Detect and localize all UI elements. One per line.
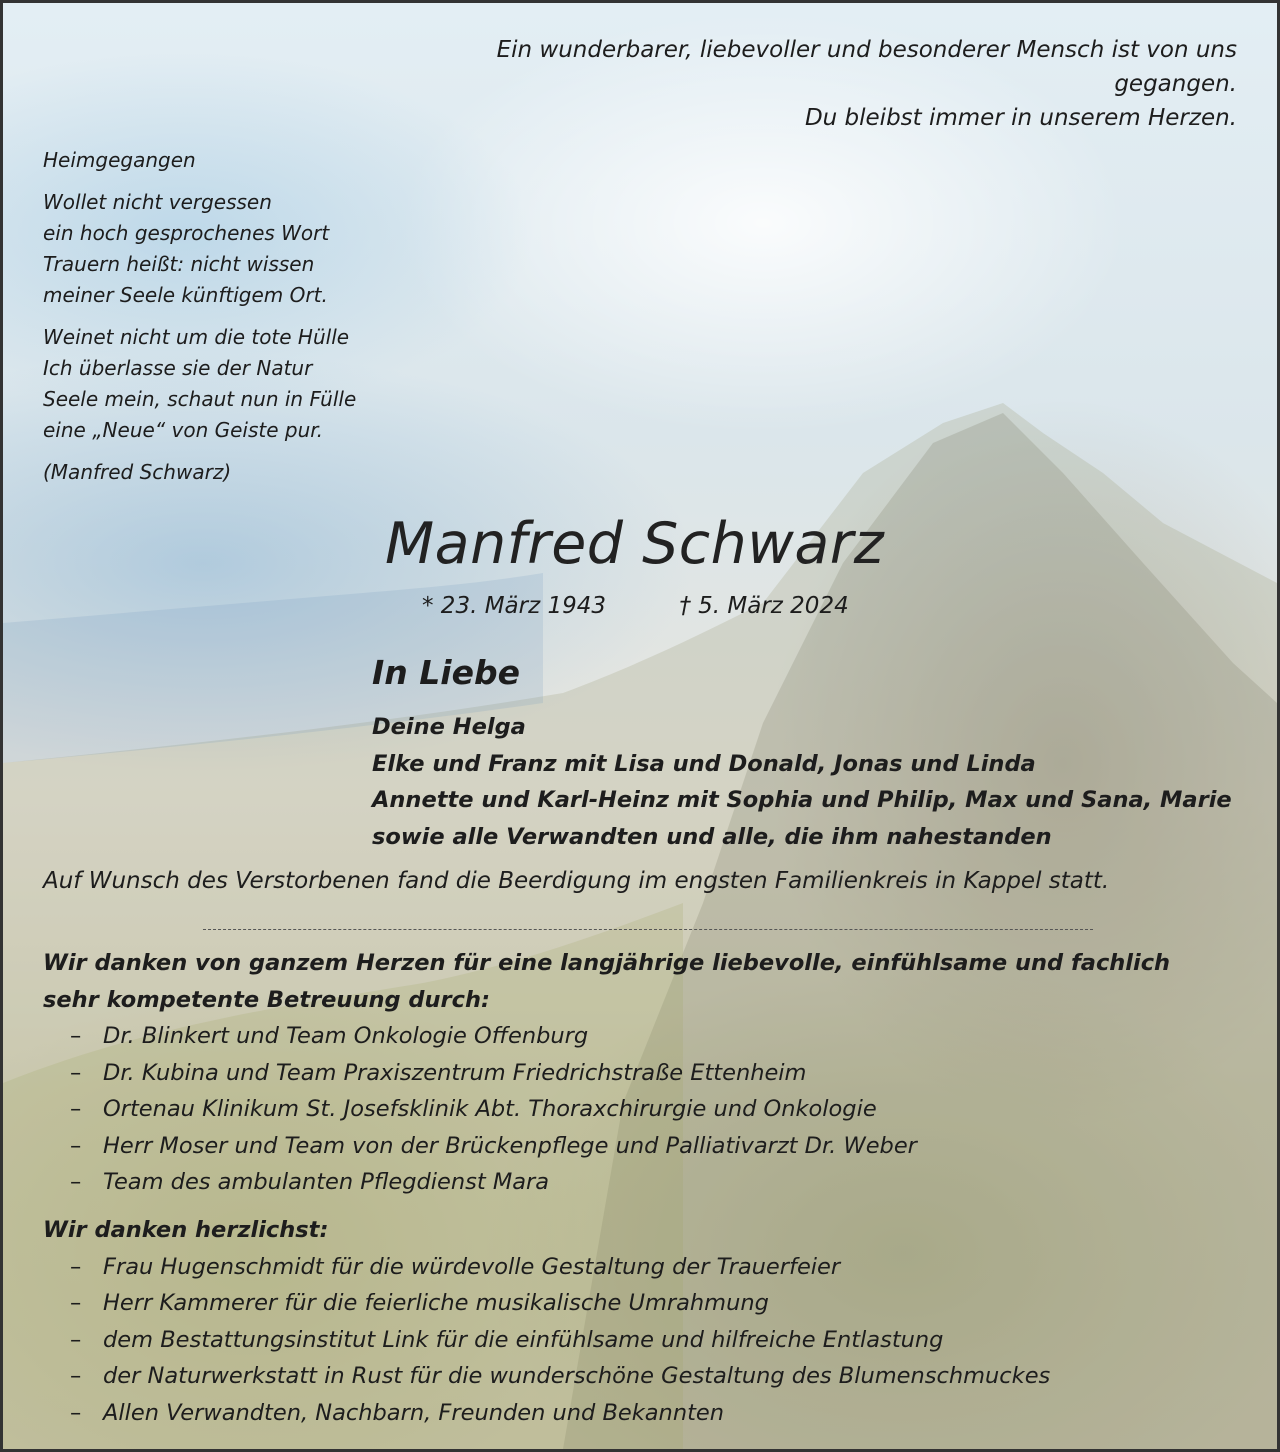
list-item: – Allen Verwandten, Nachbarn, Freunden und Bekannten	[43, 1395, 1243, 1432]
list-item: – Team des ambulanten Pflegdienst Mara	[43, 1164, 1243, 1201]
care-providers-list	[43, 1018, 1243, 1201]
poem-line: Wollet nicht vergessen	[43, 190, 272, 214]
poem-line: Ich überlasse sie der Natur	[43, 356, 313, 380]
quote-line: Ein wunderbarer, liebevoller und besonderer Mensch ist von uns	[496, 37, 1237, 63]
poem-stanza-2	[43, 322, 403, 446]
poem-title: Heimgegangen	[43, 148, 196, 172]
deceased-name: Manfred Schwarz	[385, 511, 885, 577]
heading-line: sehr kompetente Betreuung durch:	[43, 986, 491, 1013]
life-dates	[422, 593, 849, 619]
mourner-line: Deine Helga	[372, 714, 526, 740]
thanks-general-section	[43, 1212, 1243, 1431]
list-item: – Frau Hugenschmidt für die würdevolle Gestaltung der Trauerfeier	[43, 1249, 1243, 1286]
opening-quote	[417, 33, 1237, 135]
burial-note: Auf Wunsch des Verstorbenen fand die Beerdigung im engsten Familienkreis in Kappel statt.	[43, 868, 1110, 894]
poem-line: Weinet nicht um die tote Hülle	[43, 325, 350, 349]
list-item: – Herr Kammerer für die feierliche musikalische Umrahmung	[43, 1285, 1243, 1322]
quote-line: gegangen.	[1114, 71, 1237, 97]
death-date: † 5. März 2024	[679, 593, 849, 619]
mourner-line: Annette und Karl-Heinz mit Sophia und Philip, Max und Sana, Marie	[372, 787, 1232, 813]
poem-line: Trauern heißt: nicht wissen	[43, 252, 315, 276]
thanks-list	[43, 1249, 1243, 1432]
list-item: – Ortenau Klinikum St. Josefsklinik Abt. Thoraxchirurgie und Onkologie	[43, 1091, 1243, 1128]
thanks-care-section	[43, 945, 1243, 1201]
list-item: – Herr Moser und Team von der Brückenpflege und Palliativarzt Dr. Weber	[43, 1128, 1243, 1165]
poem-line: eine „Neue“ von Geiste pur.	[43, 418, 324, 442]
thanks-general-heading: Wir danken herzlichst:	[43, 1217, 329, 1243]
poem	[43, 145, 403, 488]
poem-line: Seele mein, schaut nun in Fülle	[43, 387, 357, 411]
thanks-care-heading	[43, 945, 1243, 1018]
list-item: – Dr. Kubina und Team Praxiszentrum Friedrichstraße Ettenheim	[43, 1055, 1243, 1092]
mourner-line: sowie alle Verwandten und alle, die ihm nahestanden	[372, 823, 1052, 850]
quote-line: Du bleibst immer in unserem Herzen.	[804, 105, 1237, 131]
dashed-divider	[203, 929, 1093, 930]
birth-date: * 23. März 1943	[422, 593, 607, 619]
mourner-line: Elke und Franz mit Lisa und Donald, Jonas und Linda	[372, 750, 1036, 777]
heading-line: Wir danken von ganzem Herzen für eine langjährige liebevolle, einfühlsame und fachlich	[43, 950, 1171, 976]
poem-stanza-1	[43, 187, 403, 311]
poem-line: meiner Seele künftigem Ort.	[43, 283, 328, 307]
list-item: – Dr. Blinkert und Team Onkologie Offenburg	[43, 1018, 1243, 1055]
poem-line: ein hoch gesprochenes Wort	[43, 221, 330, 245]
list-item: – der Naturwerkstatt in Rust für die wunderschöne Gestaltung des Blumenschmuckes	[43, 1358, 1243, 1395]
poem-author: (Manfred Schwarz)	[43, 460, 232, 484]
list-item: – dem Bestattungsinstitut Link für die einfühlsame und hilfreiche Entlastung	[43, 1322, 1243, 1359]
mourners-heading: In Liebe	[372, 653, 520, 692]
mourners-list	[372, 709, 1232, 855]
